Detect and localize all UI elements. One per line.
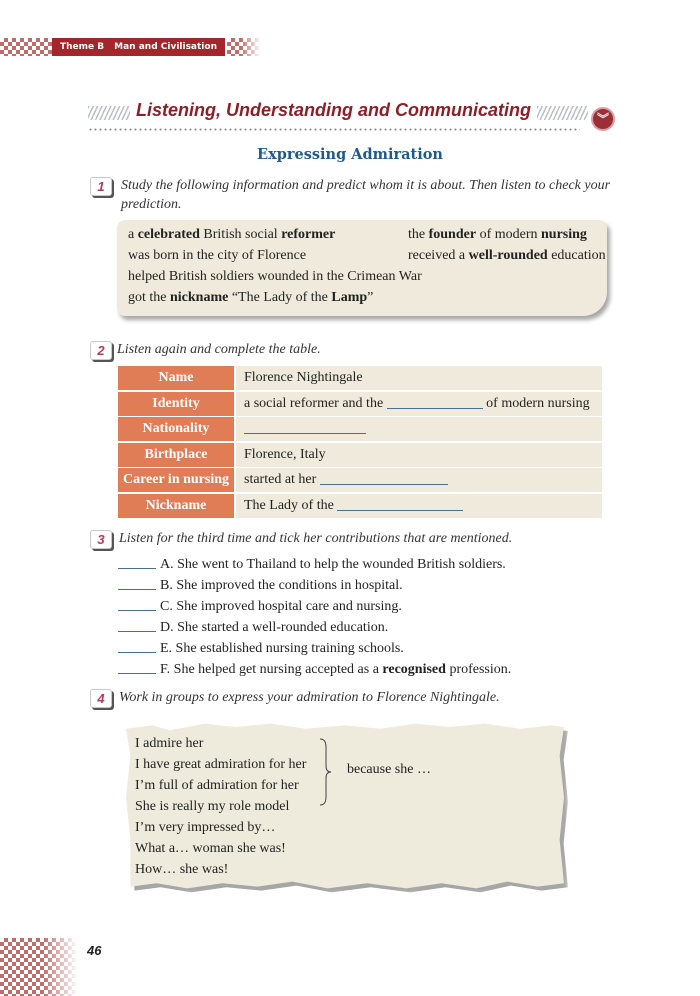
admiration-phrases <box>135 733 306 880</box>
checker-decoration <box>0 938 78 996</box>
page-number: 46 <box>87 943 102 958</box>
theme-id: Theme B <box>60 42 105 52</box>
text-segment: got the <box>128 290 170 305</box>
phrase-item: What a… woman she was! <box>135 841 286 856</box>
hatch-decoration <box>88 106 130 120</box>
hatch-decoration <box>537 106 588 120</box>
bold-keyword: Lamp <box>331 290 368 305</box>
bold-keyword: nickname <box>170 290 229 305</box>
fill-in-blank[interactable] <box>320 468 448 485</box>
task-1-instruction <box>121 176 621 214</box>
task-3-instruction: Listen for the third time and tick her contributions that are mentioned. <box>119 531 513 546</box>
info-line <box>128 248 306 264</box>
option-item <box>118 638 511 659</box>
value-text: The Lady of the <box>244 497 338 513</box>
value-text: started at her <box>244 472 320 487</box>
fill-in-blank[interactable] <box>244 417 366 434</box>
text-segment: C. She improved hospital care and nursing. <box>160 599 402 614</box>
theme-title: Man and Civilisation <box>114 42 217 52</box>
table-row <box>118 392 602 416</box>
text-segment: D. She started a well-rounded education. <box>160 620 389 635</box>
task-1-instruction-cont: prediction. <box>121 197 182 212</box>
row-value <box>236 417 602 441</box>
value-text: Florence Nightingale <box>244 370 363 385</box>
table-row <box>118 494 602 518</box>
right-brace-icon <box>318 737 332 807</box>
info-line <box>408 227 587 243</box>
dotted-divider <box>88 128 580 131</box>
phrase-item: I’m full of admiration for her <box>135 778 299 793</box>
text-segment: A. She went to Thailand to help the wounded British soldiers. <box>160 557 506 572</box>
text-segment: received a <box>408 248 469 263</box>
tick-blank[interactable] <box>118 554 156 569</box>
theme-label <box>52 38 225 56</box>
tick-blank[interactable] <box>118 575 156 590</box>
checker-decoration <box>227 38 261 56</box>
row-label: Identity <box>118 392 234 416</box>
text-segment: E. She established nursing training schools. <box>160 641 404 656</box>
task-4-instruction: Work in groups to express your admiration to Florence Nightingale. <box>119 690 500 705</box>
row-value <box>236 366 602 390</box>
table-row <box>118 366 602 390</box>
row-label: Name <box>118 366 234 390</box>
text-segment: British social <box>199 227 282 242</box>
bold-keyword: nursing <box>541 227 587 242</box>
section-title: Listening, Understanding and Communicating <box>136 100 532 120</box>
task-1-instruction-text: Study the following information and predict whom it is about. Then listen to check your <box>121 178 611 193</box>
task-2-instruction: Listen again and complete the table. <box>117 342 321 357</box>
tick-blank[interactable] <box>118 638 156 653</box>
double-chevron-down-icon: ︾ <box>591 107 615 131</box>
text-segment: a <box>128 227 138 242</box>
info-line <box>128 290 373 306</box>
phrase-item: How… she was! <box>135 862 229 877</box>
bold-keyword: celebrated <box>137 227 200 242</box>
checker-decoration <box>0 38 52 56</box>
row-value <box>236 494 602 518</box>
phrase-item: She is really my role model <box>135 799 290 814</box>
info-line <box>128 227 335 243</box>
table-row <box>118 468 602 492</box>
text-segment: of modern <box>476 227 541 242</box>
task-number-2: 2 <box>90 341 112 360</box>
value-text: Florence, Italy <box>244 446 326 462</box>
tick-blank[interactable] <box>118 596 156 611</box>
option-item <box>118 659 511 680</box>
task-number-3: 3 <box>90 530 112 549</box>
option-item <box>118 617 511 638</box>
task-number-1: 1 <box>90 177 112 196</box>
phrase-item: I admire her <box>135 736 204 751</box>
row-label: Nickname <box>118 494 234 518</box>
phrase-item: I’m very impressed by… <box>135 820 276 835</box>
text-segment: profession. <box>445 662 512 677</box>
table-row <box>118 443 602 467</box>
contribution-options <box>118 554 511 680</box>
row-value <box>236 392 602 416</box>
bold-keyword: founder <box>428 227 477 242</box>
option-item <box>118 575 511 596</box>
task-number-4: 4 <box>90 689 112 708</box>
phrase-item: I have great admiration for her <box>135 757 307 772</box>
text-segment: F. She helped get nursing accepted as a <box>160 662 383 677</box>
because-text: because she … <box>347 762 431 777</box>
tick-blank[interactable] <box>118 659 156 674</box>
text-segment: ” <box>367 290 374 305</box>
fill-in-blank[interactable] <box>337 494 463 511</box>
text-segment: “The Lady of the <box>228 290 332 305</box>
text-segment: the <box>408 227 429 242</box>
row-value <box>236 468 602 492</box>
info-line <box>408 248 606 264</box>
table-row <box>118 417 602 441</box>
info-table <box>118 366 602 519</box>
text-segment: helped British soldiers wounded in the Crimean War <box>128 269 422 284</box>
text-segment: B. She improved the conditions in hospital. <box>160 578 403 593</box>
theme-banner <box>0 38 260 56</box>
row-value <box>236 443 602 467</box>
text-segment: was born in the city of Florence <box>128 248 307 263</box>
fill-in-blank[interactable] <box>387 392 483 409</box>
info-line <box>128 269 422 285</box>
option-item <box>118 596 511 617</box>
row-label: Nationality <box>118 417 234 441</box>
section-heading <box>88 100 618 136</box>
page-subtitle: Expressing Admiration <box>257 146 443 163</box>
value-text: a social reformer and the <box>244 395 387 411</box>
row-label: Birthplace <box>118 443 234 467</box>
bold-keyword: recognised <box>382 662 446 677</box>
row-label: Career in nursing <box>118 468 234 492</box>
value-text: of modern nursing <box>482 395 590 411</box>
text-segment: education <box>547 248 606 263</box>
option-item <box>118 554 511 575</box>
bold-keyword: reformer <box>281 227 336 242</box>
tick-blank[interactable] <box>118 617 156 632</box>
bold-keyword: well-rounded <box>468 248 548 263</box>
